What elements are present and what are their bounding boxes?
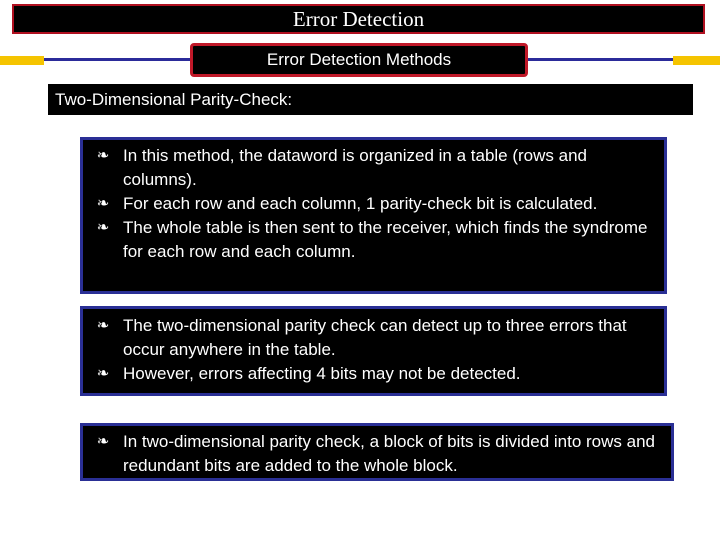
bullet-text: However, errors affecting 4 bits may not be detected. xyxy=(123,364,521,383)
leaf-bullet-icon: ❧ xyxy=(96,219,110,236)
bullet-item xyxy=(91,430,663,478)
leaf-bullet-icon: ❧ xyxy=(96,365,110,382)
bullet-panel-3 xyxy=(80,423,674,481)
leaf-bullet-icon: ❧ xyxy=(96,433,110,450)
bullet-list-3 xyxy=(91,430,663,478)
slide-title: Error Detection xyxy=(12,4,705,34)
bullet-panel-1 xyxy=(80,137,667,294)
bullet-text: In this method, the dataword is organized in a table (rows and columns). xyxy=(123,146,587,189)
bullet-item xyxy=(91,192,656,216)
accent-line-left xyxy=(44,58,192,61)
section-label: Two-Dimensional Parity-Check: xyxy=(48,84,693,115)
bullet-panel-2 xyxy=(80,306,667,396)
accent-line-right xyxy=(526,58,673,61)
leaf-bullet-icon: ❧ xyxy=(96,317,110,334)
bullet-item xyxy=(91,144,656,192)
bullet-item xyxy=(91,362,656,386)
bullet-item xyxy=(91,314,656,362)
slide-subtitle: Error Detection Methods xyxy=(190,43,528,77)
leaf-bullet-icon: ❧ xyxy=(96,147,110,164)
leaf-bullet-icon: ❧ xyxy=(96,195,110,212)
bullet-text: The two-dimensional parity check can detect up to three errors that occur anywhere in the table. xyxy=(123,316,627,359)
accent-bar-right xyxy=(673,56,720,65)
bullet-list-1 xyxy=(91,144,656,264)
accent-bar-left xyxy=(0,56,44,65)
bullet-item xyxy=(91,216,656,264)
bullet-text: The whole table is then sent to the receiver, which finds the syndrome for each row and each column. xyxy=(123,218,648,261)
bullet-text: In two-dimensional parity check, a block of bits is divided into rows and redundant bits are added to the whole block. xyxy=(123,432,655,475)
bullet-text: For each row and each column, 1 parity-check bit is calculated. xyxy=(123,194,598,213)
bullet-list-2 xyxy=(91,314,656,386)
